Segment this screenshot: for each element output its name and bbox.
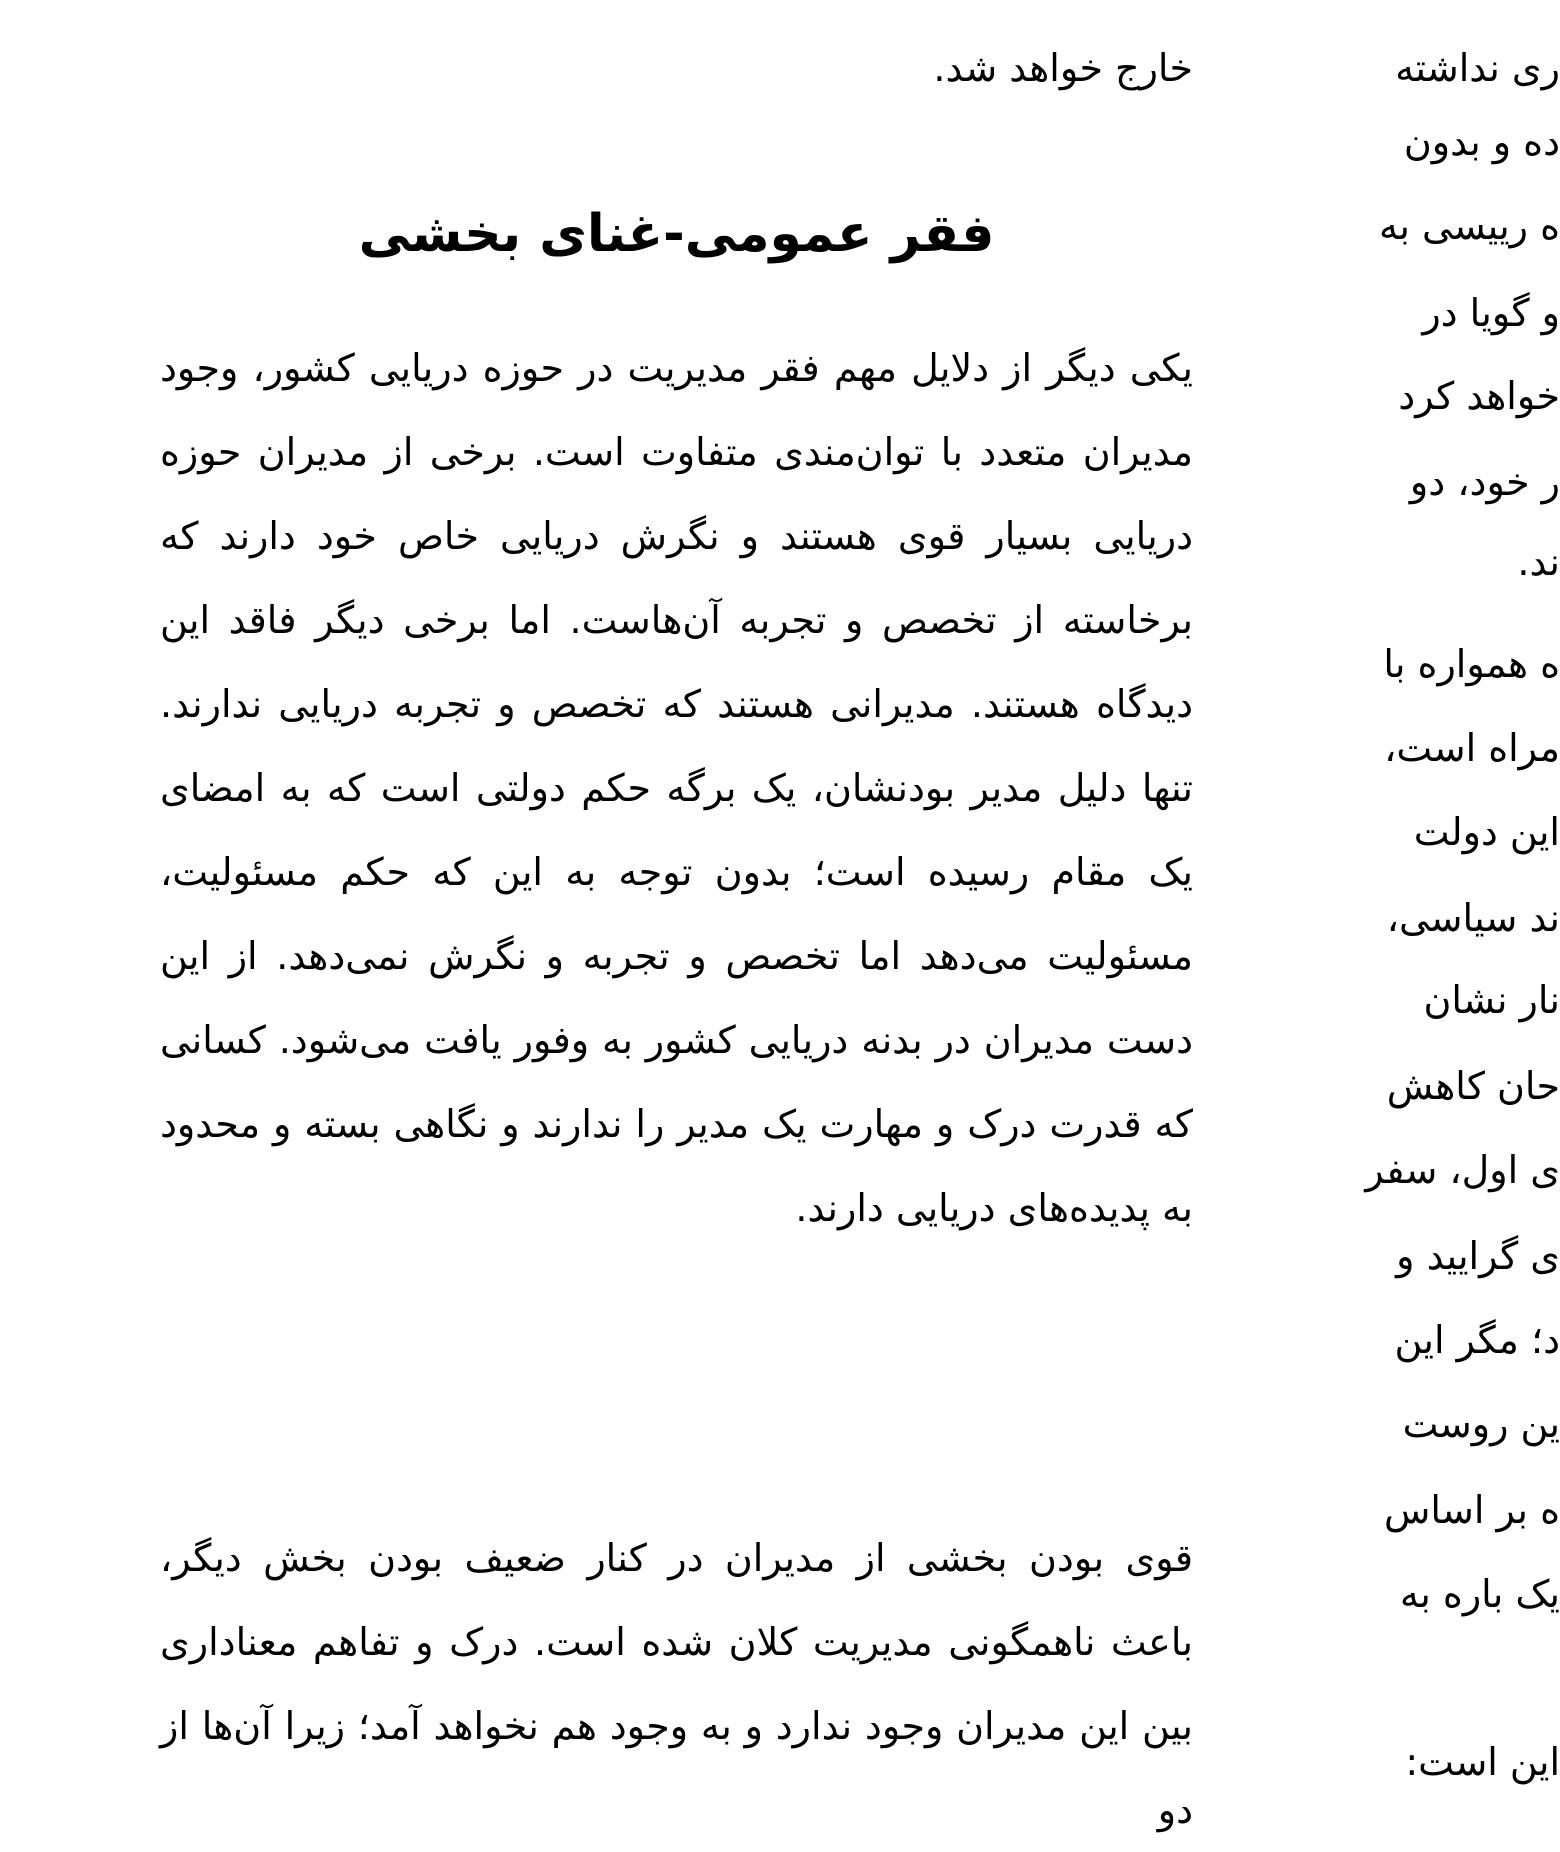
side-line: این است: (1405, 1740, 1560, 1784)
section-heading: فقر عمومی-غنای بخشی (358, 204, 995, 264)
side-line: ه بر اساس (1384, 1488, 1560, 1532)
side-line: این دولت (1413, 810, 1560, 854)
side-line: ه همواره با (1383, 642, 1560, 686)
side-line: ده و بدون (1403, 120, 1560, 164)
side-line: خواهد کرد (1398, 374, 1560, 418)
side-line: ند سیاسی، (1386, 896, 1560, 940)
adjacent-column (1295, 0, 1560, 1791)
side-line: نار نشان (1423, 978, 1560, 1022)
side-line: ند. (1517, 540, 1560, 584)
side-line: حان کاهش (1386, 1064, 1560, 1108)
side-line: ه رییسی به (1379, 204, 1560, 248)
intro-line: خارج خواهد شد. (933, 46, 1193, 90)
side-line: ی گرایید و (1396, 1234, 1560, 1278)
paragraph-1: یکی دیگر از دلایل مهم فقر مدیریت در حوزه دریایی کشور، وجود مدیران متعدد با توان‌مندی متفاوت است. برخی از مدیران حوزه دریایی بسیار قوی هستند و نگرش دریایی خاص خود دارند که برخاسته از تخصص و تجربه آن‌هاست. اما برخی دیگر فاقد این دیدگاه هستند. مدیرانی هستند که تخصص و تجربه دریایی ندارند. تنها دلیل مدیر بودنشان، یک برگه حکم دولتی است که به امضای یک مقام رسیده است؛ بدون توجه به این که حکم مسئولیت، مسئولیت می‌دهد اما تخصص و تجربه و نگرش نمی‌دهد. از این دست مدیران در بدنه دریایی کشور به وفور یافت می‌شود. کسانی که قدرت درک و مهارت یک مدیر را ندارند و نگاهی بسته و محدود به پدیده‌های دریایی دارند. (160, 346, 1193, 1230)
side-line: د؛ مگر این (1394, 1318, 1560, 1362)
side-line: مراه است، (1384, 726, 1560, 770)
side-line: ری نداشته (1395, 46, 1560, 90)
paragraph-2: قوی بودن بخشی از مدیران در کنار ضعیف بودن بخش دیگر، باعث ناهمگونی مدیریت کلان شده است. درک و تفاهم معناداری بین این مدیران وجود ندارد و به وجود هم نخواهد آمد؛ زیرا آن‌ها از دو (160, 1536, 1193, 1832)
side-line: و گویا در (1422, 291, 1560, 335)
side-line: ی اول، سفر (1365, 1148, 1560, 1192)
side-line: یک باره به (1399, 1572, 1560, 1616)
side-line: ین روست (1402, 1402, 1560, 1446)
side-line: ر خود، دو (1409, 460, 1560, 504)
